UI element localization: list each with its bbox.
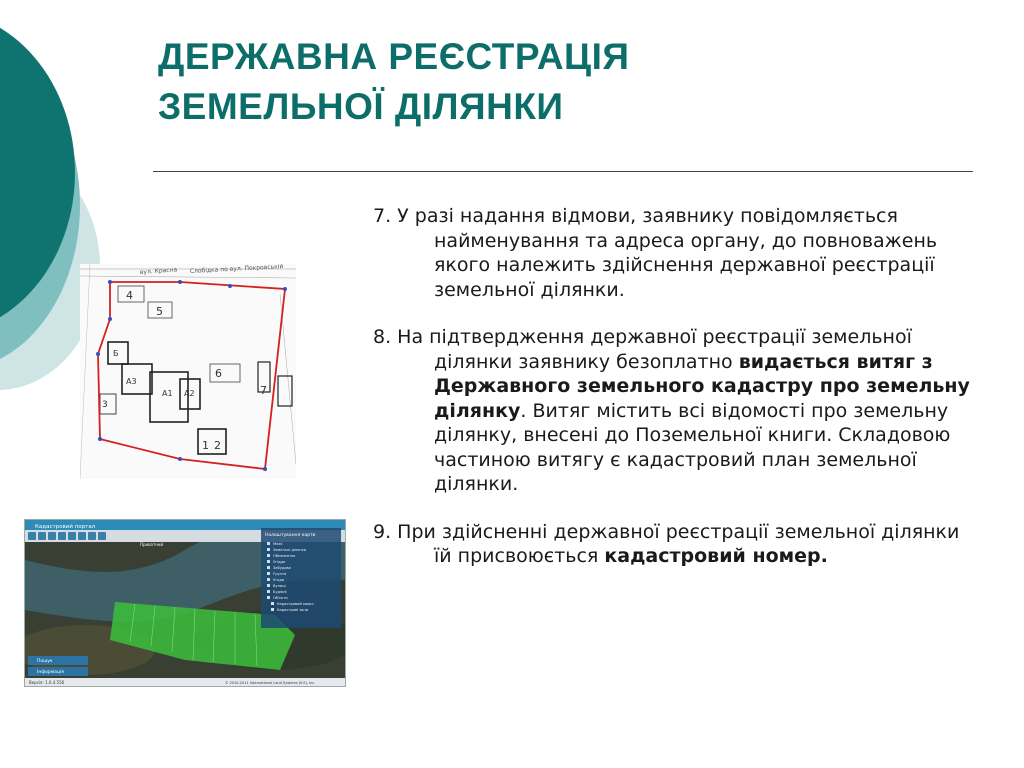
portal-tab: Приватний bbox=[140, 542, 164, 547]
paragraph-9-bold: кадастровий номер. bbox=[604, 545, 828, 567]
layer-item: Обмеження bbox=[273, 554, 296, 558]
lot-number: 4 bbox=[126, 289, 133, 302]
lot-number: 7 bbox=[260, 384, 267, 397]
paragraph-8-bold: видається витяг з Державного земельного кадастру про земельну ділянку bbox=[434, 350, 970, 422]
lot-number: 1 bbox=[202, 439, 209, 452]
paragraph-8-text: 8. На підтвердження державної реєстрації земельної ділянки заявнику безоплатно bbox=[373, 326, 912, 373]
paragraph-9-text: 9. При здійсненні державної реєстрації земельної ділянки їй присвоюється bbox=[373, 520, 960, 567]
layer-item: Будівлі bbox=[273, 590, 287, 594]
side-button-search[interactable]: Пошук bbox=[37, 659, 53, 664]
lot-number: 3 bbox=[102, 400, 108, 410]
cadastral-plan-svg bbox=[80, 264, 296, 479]
cadastral-map-screenshot bbox=[24, 519, 346, 687]
title-divider bbox=[153, 171, 973, 172]
layer-item: Кадастровий кварт. bbox=[277, 602, 315, 606]
layer-item: Угіддя bbox=[273, 560, 286, 564]
version-label: Версія: 1.0.4.556 bbox=[29, 680, 65, 685]
cadastral-plan-image bbox=[80, 264, 296, 479]
portal-title: Кадастровий портал bbox=[35, 524, 96, 530]
slide-body bbox=[373, 204, 973, 592]
cadastral-map-svg bbox=[25, 520, 345, 686]
lot-number: А3 bbox=[126, 377, 137, 386]
lot-number: А1 bbox=[162, 389, 173, 398]
paragraph-7-text: 7. У разі надання відмови, заявнику повідомляється найменування та адреса органу, до повноважень якого належить здійснення державної реєстрації земельної ділянки. bbox=[373, 205, 938, 301]
title-line-2: ЗЕМЕЛЬНОЇ ДІЛЯНКИ bbox=[158, 86, 564, 127]
paragraph-7 bbox=[373, 204, 973, 302]
street-label: Слобідка по вул. Покровській bbox=[189, 264, 284, 275]
lot-number: А2 bbox=[184, 389, 195, 398]
layer-item: Ґрунти bbox=[273, 572, 287, 576]
copyright-label: © 2010-2011 International Land Systems (ILS), Inc. bbox=[225, 681, 316, 685]
slide-title bbox=[158, 32, 858, 132]
lot-number: 5 bbox=[156, 305, 163, 318]
lot-number: Б bbox=[113, 349, 119, 358]
title-line-1: ДЕРЖАВНА РЕЄСТРАЦІЯ bbox=[158, 36, 630, 77]
layer-item: Кадастрові зони bbox=[277, 608, 309, 612]
lot-number: 2 bbox=[214, 439, 221, 452]
layer-item: Об'єкти bbox=[273, 596, 288, 600]
layer-item: Земельні ділянки bbox=[273, 548, 307, 552]
paragraph-8 bbox=[373, 325, 973, 497]
layer-item: Вулиці bbox=[273, 584, 286, 588]
layer-item: Межі bbox=[273, 542, 283, 546]
paragraph-8-tail: . Витяг містить всі відомості про земельну ділянку, внесені до Поземельної книги. Складовою частиною витягу є кадастровий план земельної ділянки. bbox=[434, 399, 951, 495]
layer-item: Угоди bbox=[273, 578, 285, 582]
side-button-info[interactable]: Інформація bbox=[37, 670, 64, 675]
panel-title: Налаштування карти bbox=[265, 533, 316, 538]
street-label: вул. Красна bbox=[139, 266, 178, 276]
layer-item: Забудова bbox=[273, 566, 291, 570]
paragraph-9 bbox=[373, 520, 973, 569]
lot-number: 6 bbox=[215, 367, 222, 380]
